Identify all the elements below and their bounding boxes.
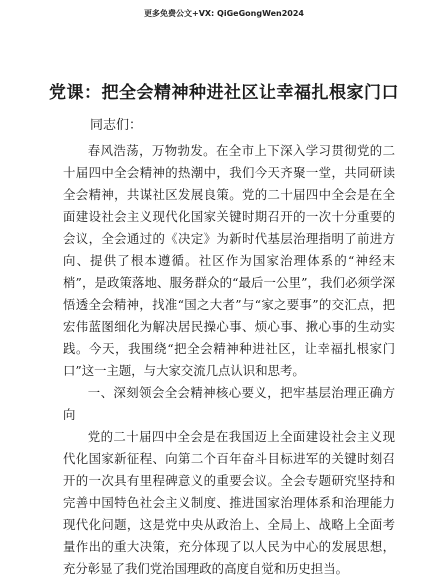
document-body [63, 140, 395, 580]
intro-paragraph: 春风浩荡，万物勃发。在全市上下深入学习贯彻党的二十届四中全会精神的热潮中，我们今天齐聚一堂，共同研读全会精神，共谋社区发展良策。党的二十届四中全会是在全面建设社会主义现代化国家关键时期召开的一次十分重要的会议，全会通过的《决定》为新时代基层治理指明了前进方向、提供了根本遵循。社区作为国家治理体系的“神经末梢”，是政策落地、服务群众的“最后一公里”，我们必须学深悟透全会精神，找准“国之大者”与“家之要事”的交汇点，把宏伟蓝图细化为解决居民操心事、烦心事、揪心事的生动实践。今天，我围绕“把全会精神种进社区，让幸福扎根家门口”这一主题，与大家交流几点认识和思考。 [63, 143, 395, 378]
section-heading: 一、深刻领会全会精神核心要义，把牢基层治理正确方向 [63, 385, 395, 422]
header-note: 更多免费公文+VX: QiGeGongWen2024 [144, 9, 304, 18]
section-paragraph: 党的二十届四中全会是在我国迈上全面建设社会主义现代化国家新征程、向第二个百年奋斗目标进军的关键时刻召开的一次具有里程碑意义的重要会议。全会专题研究坚持和完善中国特色社会主义制度、推进国家治理体系和治理能力现代化问题，这是党中央从政治上、全局上、战略上全面考量作出的重大决策，充分体现了以人民为中心的发展思想，充分彰显了我们党治国理政的高度自觉和历史担当。 [63, 429, 395, 576]
document-title: 党课：把全会精神种进社区让幸福扎根家门口 [49, 83, 399, 103]
salutation: 同志们： [90, 118, 143, 133]
